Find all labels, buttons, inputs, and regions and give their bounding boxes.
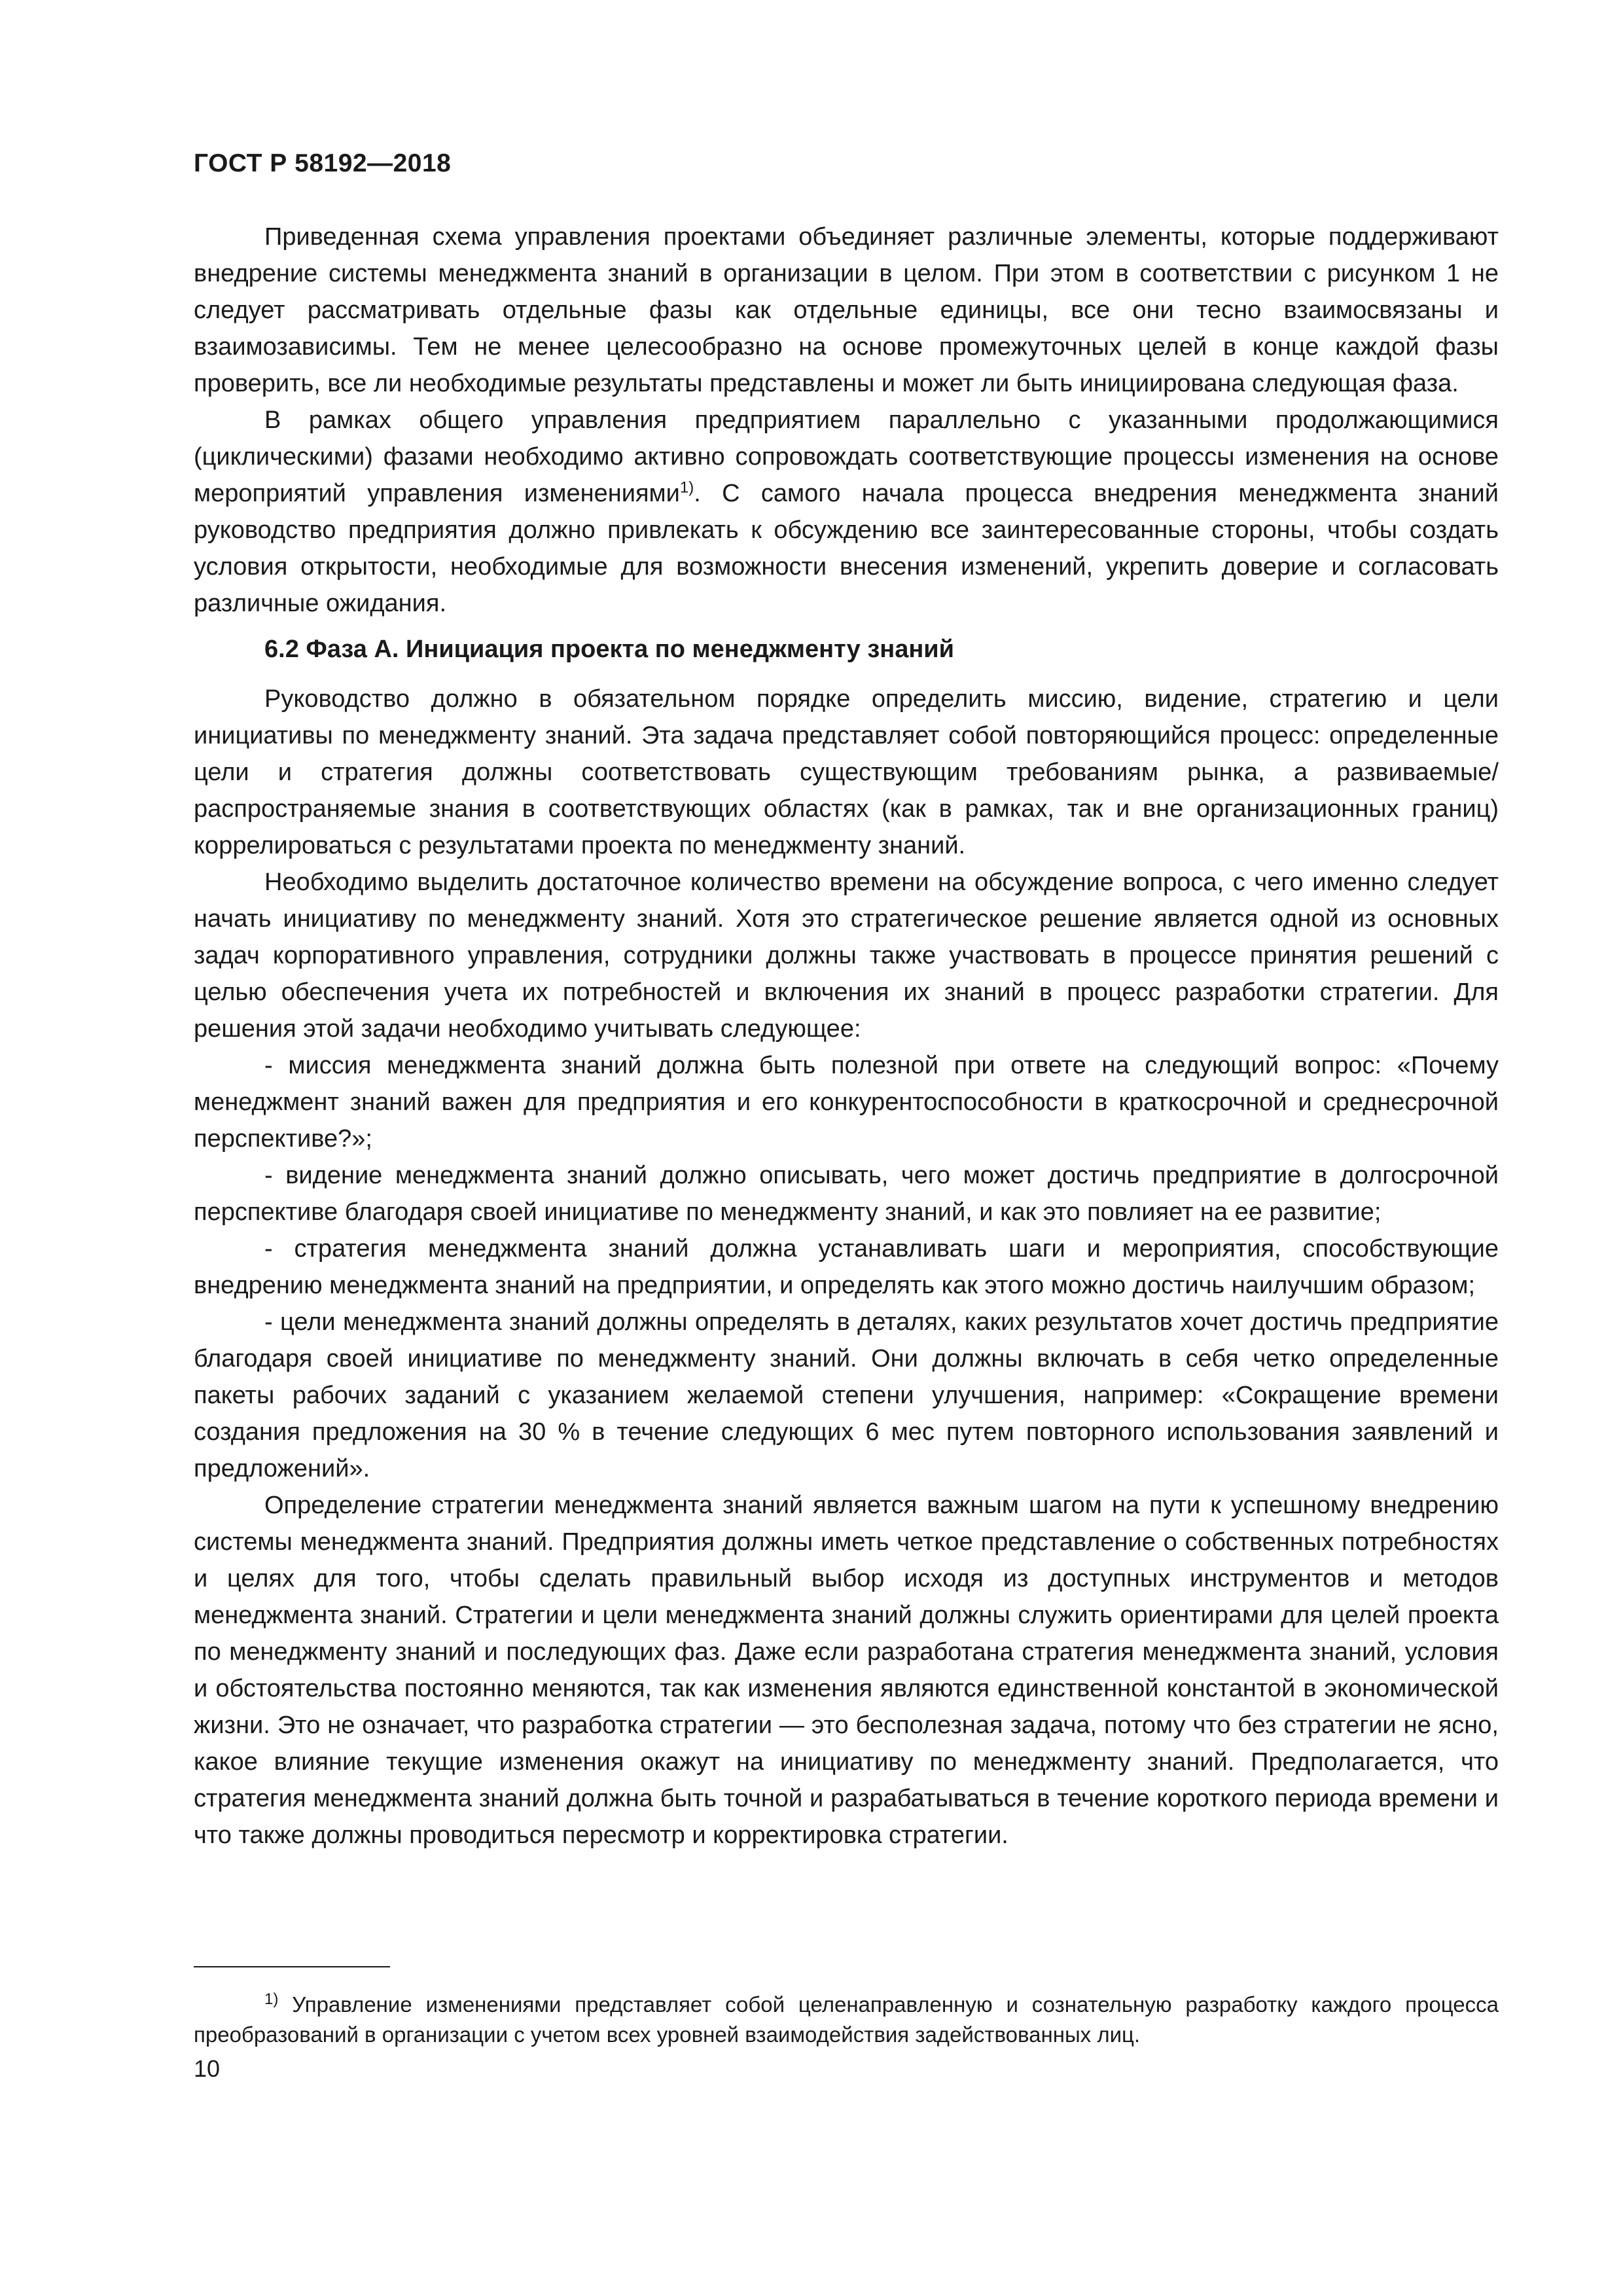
document-page <box>194 0 1499 2296</box>
list-item-vision: - видение менеджмента знаний должно описывать, чего может достичь предприятие в долгосрочной перспективе благодаря своей инициативе по менеджменту знаний, и как это повлияет на ее развитие; <box>194 1162 1499 1226</box>
footnote <box>194 1990 1499 2050</box>
paragraph-change-management-text-a: В рамках общего управления предприятием параллельно с указанными продолжающимися (циклическими) фазами необходимо активно сопровождать соответствующие процессы изменения на основе мероприятий управления изменениями <box>194 406 1499 507</box>
footnote-text: Управление изменениями представляет собой целенаправленную и сознательную разработку каждого процесса преобразований в организации с учетом всех уровней взаимодействия задействованных лиц. <box>194 1992 1499 2047</box>
paragraph-mission-vision: Руководство должно в обязательном порядке определить миссию, видение, стратегию и цели инициативы по менеджменту знаний. Эта задача представляет собой повторяющийся процесс: определенные цели и стратегия должны соответствовать существующим требованиям рынка, а развиваемые/распространяемые знания в соответствующих областях (как в рамках, так и вне организационных границ) коррелироваться с результатами проекта по менеджменту знаний. <box>194 685 1499 859</box>
document-body <box>194 219 1499 1854</box>
paragraph-change-management-text-b: . С самого начала процесса внедрения менеджмента знаний руководство предприятия должно привлекать к обсуждению все заинтересованные стороны, чтобы создать условия открытости, необходимые для возможности внесения изменений, укрепить доверие и согласовать различные ожидания. <box>194 480 1499 617</box>
document-id-header: ГОСТ Р 58192—2018 <box>194 149 452 177</box>
footnote-divider <box>194 1966 390 1967</box>
page-number: 10 <box>194 2055 221 2082</box>
footnote-reference[interactable]: 1) <box>679 478 694 497</box>
paragraph-scheme: Приведенная схема управления проектами объединяет различные элементы, которые поддерживают внедрение системы менеджмента знаний в организации в целом. При этом в соответствии с рисунком 1 не следует рассматривать отдельные фазы как отдельные единицы, все они тесно взаимосвязаны и взаимозависимы. Тем не менее целесообразно на основе промежуточных целей в конце каждой фазы проверить, все ли необходимые результаты представлены и может ли быть инициирована следующая фаза. <box>194 223 1499 397</box>
list-item-mission: - миссия менеджмента знаний должна быть полезной при ответе на следующий вопрос: «Почему менеджмент знаний важен для предприятия и его конкурентоспособности в краткосрочной и среднесрочной перспективе?»; <box>194 1052 1499 1153</box>
footnote-mark: 1) <box>264 1990 279 2008</box>
paragraph-time-allocation: Необходимо выделить достаточное количество времени на обсуждение вопроса, с чего именно следует начать инициативу по менеджменту знаний. Хотя это стратегическое решение является одной из основных задач корпоративного управления, сотрудники должны также участвовать в процессе принятия решений с целью обеспечения учета их потребностей и включения их знаний в процесс разработки стратегии. Для решения этой задачи необходимо учитывать следующее: <box>194 869 1499 1043</box>
paragraph-strategy-definition: Определение стратегии менеджмента знаний является важным шагом на пути к успешному внедрению системы менеджмента знаний. Предприятия должны иметь четкое представление о собственных потребностях и целях для того, чтобы сделать правильный выбор исходя из доступных инструментов и методов менеджмента знаний. Стратегии и цели менеджмента знаний должны служить ориентирами для целей проекта по менеджменту знаний и последующих фаз. Даже если разработана стратегия менеджмента знаний, условия и обстоятельства постоянно меняются, так как изменения являются единственной константой в экономической жизни. Это не означает, что разработка стратегии — это бесполезная задача, потому что без стратегии не ясно, какое влияние текущие изменения окажут на инициативу по менеджменту знаний. Предполагается, что стратегия менеджмента знаний должна быть точной и разрабатываться в течение короткого периода времени и что также должны проводиться пересмотр и корректировка стратегии. <box>194 1492 1499 1849</box>
list-item-goals: - цели менеджмента знаний должны определять в деталях, каких результатов хочет достичь предприятие благодаря своей инициативе по менеджменту знаний. Они должны включать в себя четко определенные пакеты рабочих заданий с указанием желаемой степени улучшения, например: «Сокращение времени создания предложения на 30 % в течение следующих 6 мес путем повторного использования заявлений и предложений». <box>194 1308 1499 1482</box>
list-item-strategy: - стратегия менеджмента знаний должна устанавливать шаги и мероприятия, способствующие внедрению менеджмента знаний на предприятии, и определять как этого можно достичь наилучшим образом; <box>194 1235 1499 1299</box>
section-heading-6-2: 6.2 Фаза А. Инициация проекта по менеджменту знаний <box>264 636 955 663</box>
paragraph-change-management <box>194 402 1499 622</box>
